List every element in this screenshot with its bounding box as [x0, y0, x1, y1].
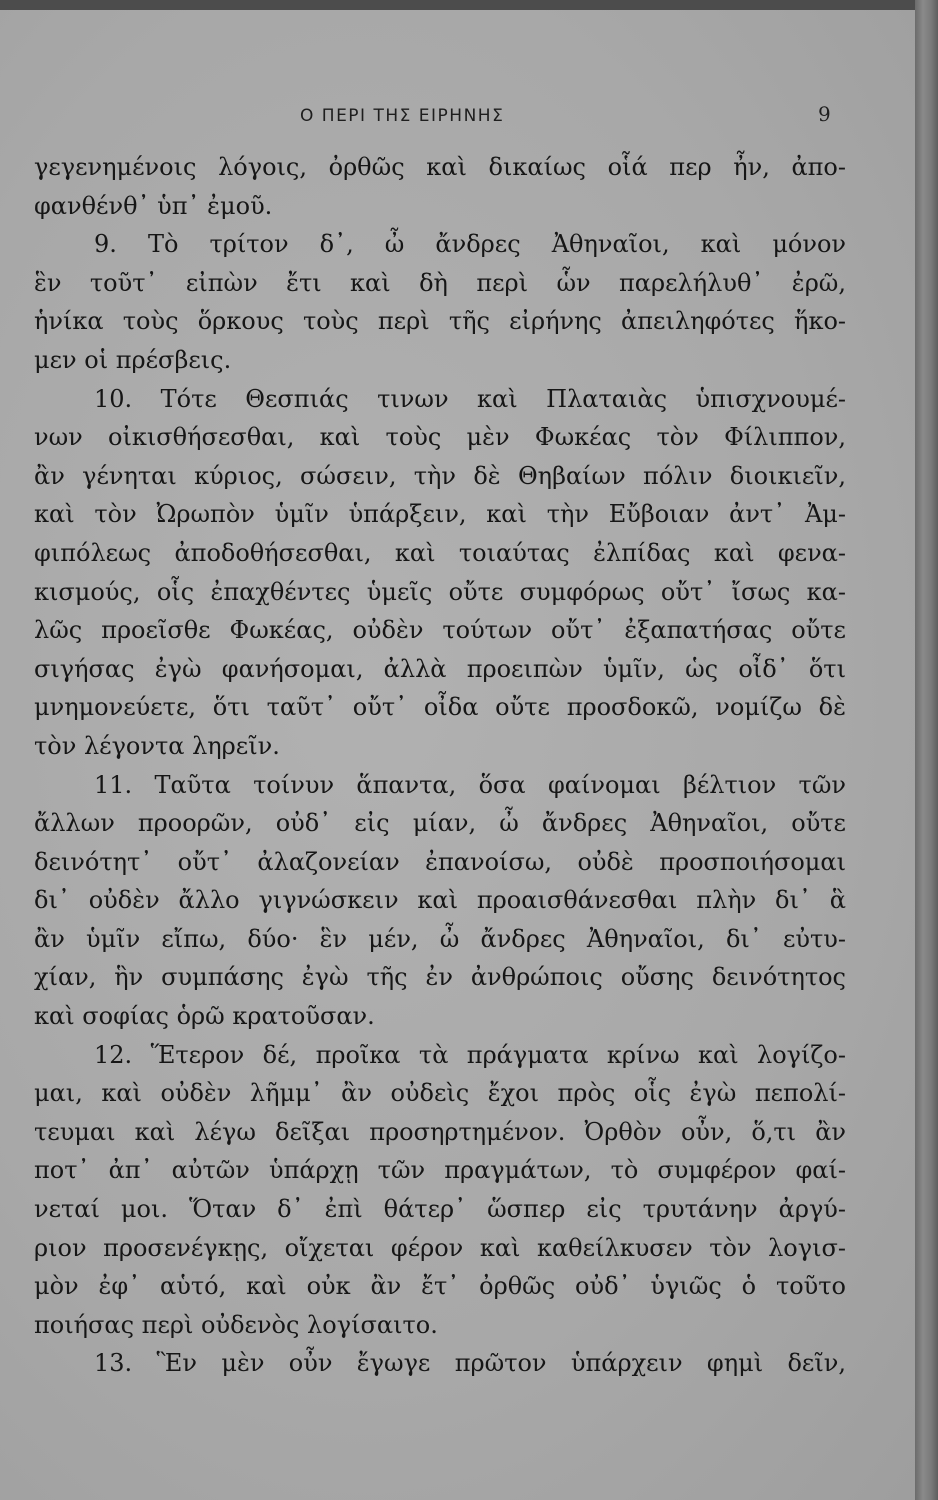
text-line: κισμούς, οἷς ἐπαχθέντες ὑμεῖς οὔτε συμφόρως οὔτ᾽ ἴσως κα-: [34, 577, 846, 606]
text-line: μὸν ἐφ᾽ αὑτό, καὶ οὐκ ἂν ἔτ᾽ ὀρθῶς οὐδ᾽ ὑγιῶς ὁ τοῦτο: [34, 1272, 846, 1301]
page-number: 9: [818, 102, 831, 126]
page-edge: [915, 0, 938, 1500]
text-line: καὶ τὸν Ὠρωπὸν ὑμῖν ὑπάρξειν, καὶ τὴν Εὔβοιαν ἀντ᾽ Ἀμ-: [34, 500, 846, 529]
text-line: μεν οἱ πρέσβεις.: [34, 345, 232, 374]
text-line: χίαν, ἣν συμπάσης ἐγὼ τῆς ἐν ἀνθρώποις οὔσης δεινότητος: [34, 963, 846, 992]
text-line: ἂν γένηται κύριος, σώσειν, τὴν δὲ Θηβαίων πόλιν διοικιεῖν,: [34, 461, 846, 490]
text-line: σιγήσας ἐγὼ φανήσομαι, ἀλλὰ προειπὼν ὑμῖν, ὡς οἶδ᾽ ὅτι: [34, 654, 846, 683]
text-line: τευμαι καὶ λέγω δεῖξαι προσηρτημένον. Ὀρθὸν οὖν, ὅ,τι ἂν: [34, 1117, 846, 1146]
text-line: τὸν λέγοντα ληρεῖν.: [34, 731, 280, 760]
text-line: ἄλλων προορῶν, οὐδ᾽ εἰς μίαν, ὦ ἄνδρες Ἀθηναῖοι, οὔτε: [34, 809, 846, 838]
running-title: Ο ΠΕΡΙ ΤΗΣ ΕΙΡΗΝΗΣ: [300, 106, 505, 126]
text-line: ποιήσας περὶ οὐδενὸς λογίσαιτο.: [34, 1310, 438, 1339]
text-line: 11. Ταῦτα τοίνυν ἅπαντα, ὅσα φαίνομαι βέλτιον τῶν: [94, 770, 846, 799]
text-line: ἓν τοῦτ᾽ εἰπὼν ἔτι καὶ δὴ περὶ ὧν παρελήλυθ᾽ ἐρῶ,: [34, 268, 846, 297]
text-line: καὶ σοφίας ὁρῶ κρατοῦσαν.: [34, 1002, 375, 1031]
text-line: 10. Τότε Θεσπιάς τινων καὶ Πλαταιὰς ὑπισχνουμέ-: [94, 384, 846, 413]
text-line: δεινότητ᾽ οὔτ᾽ ἀλαζονείαν ἐπανοίσω, οὐδὲ προσποιήσομαι: [34, 847, 846, 876]
text-line: ἡνίκα τοὺς ὅρκους τοὺς περὶ τῆς εἰρήνης ἀπειληφότες ἥκο-: [34, 307, 846, 336]
text-line: ποτ᾽ ἀπ᾽ αὐτῶν ὑπάρχῃ τῶν πραγμάτων, τὸ συμφέρον φαί-: [34, 1156, 846, 1185]
text-line: μαι, καὶ οὐδὲν λῆμμ᾽ ἂν οὐδεὶς ἔχοι πρὸς οἷς ἐγὼ πεπολί-: [34, 1079, 846, 1108]
text-line: λῶς προεῖσθε Φωκέας, οὐδὲν τούτων οὔτ᾽ ἐξαπατήσας οὔτε: [34, 616, 846, 645]
text-line: 9. Τὸ τρίτον δ᾽, ὦ ἄνδρες Ἀθηναῖοι, καὶ μόνον: [94, 230, 846, 259]
text-line: 13. Ἓν μὲν οὖν ἔγωγε πρῶτον ὑπάρχειν φημὶ δεῖν,: [94, 1349, 846, 1378]
text-line: νων οἰκισθήσεσθαι, καὶ τοὺς μὲν Φωκέας τὸν Φίλιππον,: [34, 423, 846, 452]
text-line: μνημονεύετε, ὅτι ταῦτ᾽ οὔτ᾽ οἶδα οὔτε προσδοκῶ, νομίζω δὲ: [34, 693, 846, 722]
text-line: ἂν ὑμῖν εἴπω, δύο· ἓν μέν, ὦ ἄνδρες Ἀθηναῖοι, δι᾽ εὐτυ-: [34, 924, 846, 953]
text-line: γεγενημένοις λόγοις, ὀρθῶς καὶ δικαίως οἷά περ ἦν, ἀπο-: [34, 153, 846, 181]
text-line: νεταί μοι. Ὅταν δ᾽ ἐπὶ θάτερ᾽ ὥσπερ εἰς τρυτάνην ἀργύ-: [34, 1195, 846, 1224]
page-header: [0, 102, 915, 130]
top-shadow-strip: [0, 0, 915, 10]
text-line: φανθένθ᾽ ὑπ᾽ ἐμοῦ.: [34, 191, 273, 220]
text-line: δι᾽ οὐδὲν ἄλλο γιγνώσκειν καὶ προαισθάνεσθαι πλὴν δι᾽ ἃ: [34, 886, 846, 915]
paper-sheet: [0, 8, 915, 1500]
text-line: φιπόλεως ἀποδοθήσεσθαι, καὶ τοιαύτας ἐλπίδας καὶ φενα-: [34, 538, 846, 567]
text-line: 12. Ἕτερον δέ, προῖκα τὰ πράγματα κρίνω καὶ λογίζο-: [94, 1040, 846, 1069]
text-line: ριον προσενέγκῃς, οἴχεται φέρον καὶ καθείλκυσεν τὸν λογισ-: [34, 1233, 846, 1262]
body-text: [34, 148, 846, 1383]
